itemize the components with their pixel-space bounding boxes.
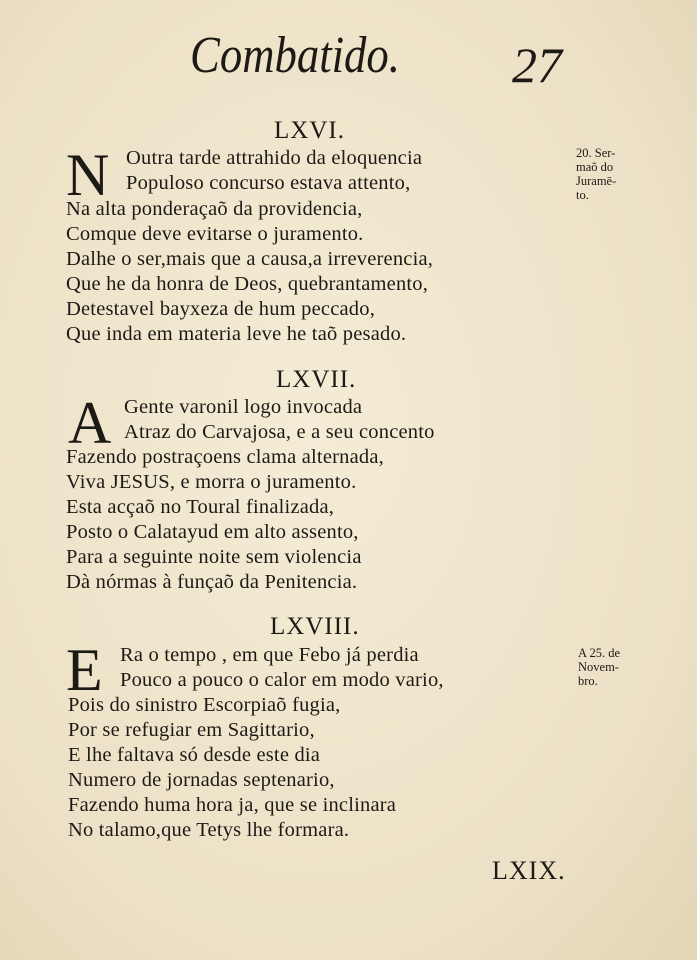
drop-cap: E — [66, 637, 103, 703]
verse-line: Dalhe o ser,mais que a causa,a irreverencia, — [66, 248, 434, 270]
verse-line: Detestavel bayxeza de hum peccado, — [66, 298, 376, 320]
margin-note: 20. Ser- maõ do Juramē- to. — [576, 146, 617, 202]
verse-line: Dà nórmas à funçaõ da Penitencia. — [66, 571, 358, 593]
verse-line: Esta acçaõ no Toural finalizada, — [66, 496, 335, 518]
stanza-heading: LXVIII. — [270, 613, 360, 640]
verse-line: Fazendo huma hora ja, que se inclinara — [68, 794, 397, 816]
verse-line: No talamo,que Tetys lhe formara. — [68, 819, 350, 841]
verse-line: E lhe faltava só desde este dia — [68, 744, 321, 766]
verse-line: Comque deve evitarse o juramento. — [66, 223, 364, 245]
stanza-heading: LXVII. — [276, 366, 357, 393]
drop-cap: A — [68, 390, 112, 456]
verse-line: Gente varonil logo invocada — [124, 396, 363, 418]
verse-line: Posto o Calatayud em alto assento, — [66, 521, 359, 543]
margin-note: A 25. de Novem- bro. — [578, 646, 621, 688]
verse-line: Atraz do Carvajosa, e a seu concento — [124, 421, 435, 443]
verse-line: Que he da honra de Deos, quebrantamento, — [66, 273, 429, 295]
verse-line: Que inda em materia leve he taõ pesado. — [66, 323, 407, 345]
verse-line: Pouco a pouco o calor em modo vario, — [120, 669, 444, 691]
verse-line: Outra tarde attrahido da eloquencia — [126, 147, 423, 169]
verse-line: Na alta ponderaçaõ da providencia, — [66, 198, 363, 220]
verse-line: Fazendo postraçoens clama alternada, — [66, 446, 384, 468]
verse-line: Viva JESUS, e morra o juramento. — [66, 471, 357, 493]
verse-line: Numero de jornadas septenario, — [68, 769, 335, 791]
stanza-heading: LXVI. — [274, 117, 345, 144]
page-number: 27 — [512, 37, 562, 93]
catchword: LXIX. — [492, 856, 566, 885]
running-head-title: Combatido. — [190, 27, 400, 84]
verse-line: Por se refugiar em Sagittario, — [68, 719, 315, 741]
drop-cap: N — [66, 142, 110, 208]
verse-line: Populoso concurso estava attento, — [126, 172, 411, 194]
verse-line: Ra o tempo , em que Febo já perdia — [120, 644, 419, 666]
verse-line: Para a seguinte noite sem violencia — [66, 546, 362, 568]
verse-line: Pois do sinistro Escorpiaõ fugia, — [68, 694, 341, 716]
